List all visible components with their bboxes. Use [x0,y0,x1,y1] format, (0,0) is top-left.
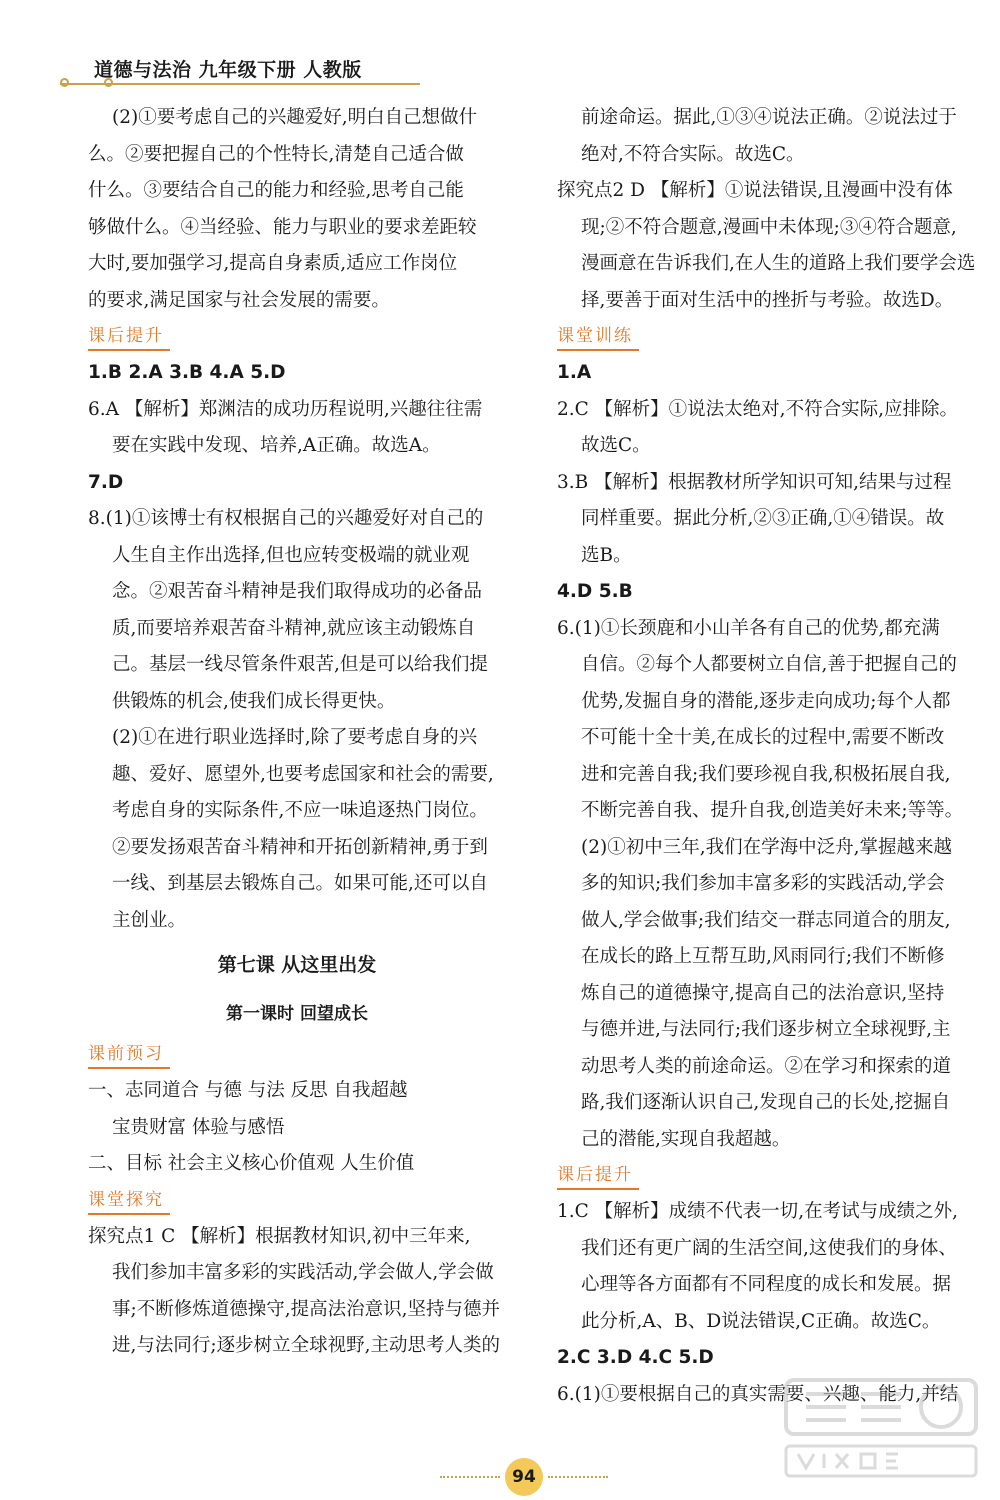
text-line: 么。②要把握自己的个性特长,清楚自己适合做 [88,143,464,165]
footer-dots [440,1476,500,1478]
answer-line: 选B。 [581,544,632,566]
page-header [60,55,420,95]
answer-line: 质,而要培养艰苦奋斗精神,就应该主动锻炼自 [112,617,476,639]
answer-line: 1.B 2.A 3.B 4.A 5.D [88,362,286,383]
page-footer [440,1467,610,1500]
answer-line: 进,与法同行;逐步树立全球视野,主动思考人类的 [112,1335,500,1356]
answer-line: 6.(1)①长颈鹿和小山羊各有自己的优势,都充满 [557,617,940,639]
answer-line: 一、志同道合 与德 与法 反思 自我超越 [88,1080,408,1101]
answer-line: 念。②艰苦奋斗精神是我们取得成功的必备品 [112,581,483,602]
answer-line: 己。基层一线尽管条件艰苦,但是可以给我们提 [112,654,488,675]
answer-line: 进和完善自我;我们要珍视自我,积极拓展自我, [581,763,951,785]
section-heading: 课堂训练 [557,323,639,351]
page-number: 94 [505,1458,543,1496]
answer-line: 同样重要。据此分析,②③正确,①④错误。故 [581,508,945,529]
section-heading: 课后提升 [557,1162,639,1190]
answer-line: 与德并进,与法同行;我们逐步树立全球视野,主 [581,1019,951,1040]
answer-line: 主创业。 [112,909,187,931]
answer-line: 动思考人类的前途命运。②在学习和探索的道 [581,1055,952,1077]
answer-line: 1.C 【解析】成绩不代表一切,在考试与成绩之外, [557,1201,958,1222]
answer-line: 探究点1 C 【解析】根据教材知识,初中三年来, [88,1225,471,1247]
answer-line: 我们参加丰富多彩的实践活动,学会做人,学会做 [112,1262,494,1283]
watermark-logo-icon [776,1374,986,1484]
answer-line: 6.A 【解析】郑渊洁的成功历程说明,兴趣往往需 [88,398,483,420]
answer-line: 做人,学会做事;我们结交一群志同道合的朋友, [581,909,951,931]
answer-line: 供锻炼的机会,使我们成长得更快。 [112,690,396,712]
answer-line: 多的知识;我们参加丰富多彩的实践活动,学会 [581,873,945,894]
answer-line: 故选C。 [581,435,651,456]
section-heading: 课堂探究 [88,1187,170,1215]
header-rule [60,83,420,85]
lesson-title: 第七课 从这里出发 [217,954,377,976]
answer-line: 优势,发掘自身的潜能,逐步走向成功;每个人都 [581,690,951,712]
answer-line: 3.B 【解析】根据教材所学知识可知,结果与过程 [557,471,952,493]
answer-line: 心理等各方面都有不同程度的成长和发展。据 [581,1274,952,1295]
answer-line: 2.C 3.D 4.C 5.D [557,1347,714,1368]
answer-line: 己的潜能,实现自我超越。 [581,1128,791,1150]
answer-line: 2.C 【解析】①说法太绝对,不符合实际,应排除。 [557,398,958,420]
answer-line: 人生自主作出选择,但也应转变极端的就业观 [112,544,470,566]
answer-line: 8.(1)①该博士有权根据自己的兴趣爱好对自己的 [88,508,484,529]
text-line: 前途命运。据此,①③④说法正确。②说法过于 [581,107,957,128]
right-column [557,100,976,1413]
answer-line: 事;不断修炼道德操守,提高法治意识,坚持与德并 [112,1298,500,1320]
answer-line: 择,要善于面对生活中的挫折与考验。故选D。 [581,289,954,311]
period-title: 第一课时 回望成长 [226,1004,368,1024]
answer-line: 4.D 5.B [557,581,633,602]
text-line: 够做什么。④当经验、能力与职业的要求差距较 [88,216,477,238]
answer-line: ②要发扬艰苦奋斗精神和开拓创新精神,勇于到 [112,836,488,858]
section-heading: 课前预习 [88,1041,170,1069]
answer-line: 1.A [557,362,592,383]
section-heading: 课后提升 [88,323,170,351]
footer-dots [548,1476,608,1478]
answer-line: (2)①在进行职业选择时,除了要考虑自身的兴 [112,727,478,748]
answer-line: 探究点2 D 【解析】①说法错误,且漫画中没有体 [557,180,953,201]
answer-line: 二、目标 社会主义核心价值观 人生价值 [88,1153,415,1174]
answer-line: 在成长的路上互帮互助,风雨同行;我们不断修 [581,946,945,967]
left-column [88,100,506,1365]
answer-line: 6.(1)①要根据自己的真实需要、兴趣、能力,并结 [557,1383,959,1405]
answer-line: 自信。②每个人都要树立自信,善于把握自己的 [581,654,957,675]
text-line: 什么。③要结合自己的能力和经验,思考自己能 [88,180,464,201]
text-line: 绝对,不符合实际。故选C。 [581,143,805,165]
book-title: 道德与法治 九年级下册 人教版 [94,59,362,81]
answer-line: 炼自己的道德操守,提高自己的法治意识,坚持 [581,982,945,1004]
answer-line: 趣、爱好、愿望外,也要考虑国家和社会的需要, [112,763,494,785]
answer-line: 宝贵财富 体验与感悟 [112,1116,285,1138]
answer-line: 不断完善自我、提升自我,创造美好未来;等等。 [581,800,964,821]
answer-line: 一线、到基层去锻炼自己。如果可能,还可以自 [112,873,488,894]
answer-line: 现;②不符合题意,漫画中未体现;③④符合题意, [581,216,957,238]
text-line: (2)①要考虑自己的兴趣爱好,明白自己想做什 [112,107,478,128]
text-line: 的要求,满足国家与社会发展的需要。 [88,289,390,311]
answer-line: (2)①初中三年,我们在学海中泛舟,掌握越来越 [581,836,952,858]
answer-line: 此分析,A、B、D说法错误,C正确。故选C。 [581,1310,941,1332]
answer-line: 路,我们逐渐认识自己,发现自己的长处,挖掘自 [581,1092,951,1113]
answer-line: 7.D [88,471,124,493]
answer-line: 漫画意在告诉我们,在人生的道路上我们要学会选 [581,253,976,274]
answer-line: 我们还有更广阔的生活空间,这使我们的身体、 [581,1237,957,1259]
answer-line: 考虑自身的实际条件,不应一味追逐热门岗位。 [112,800,488,821]
answer-line: 要在实践中发现、培养,A正确。故选A。 [112,435,441,456]
answer-line: 不可能十全十美,在成长的过程中,需要不断改 [581,727,945,748]
text-line: 大时,要加强学习,提高自身素质,适应工作岗位 [88,253,458,274]
